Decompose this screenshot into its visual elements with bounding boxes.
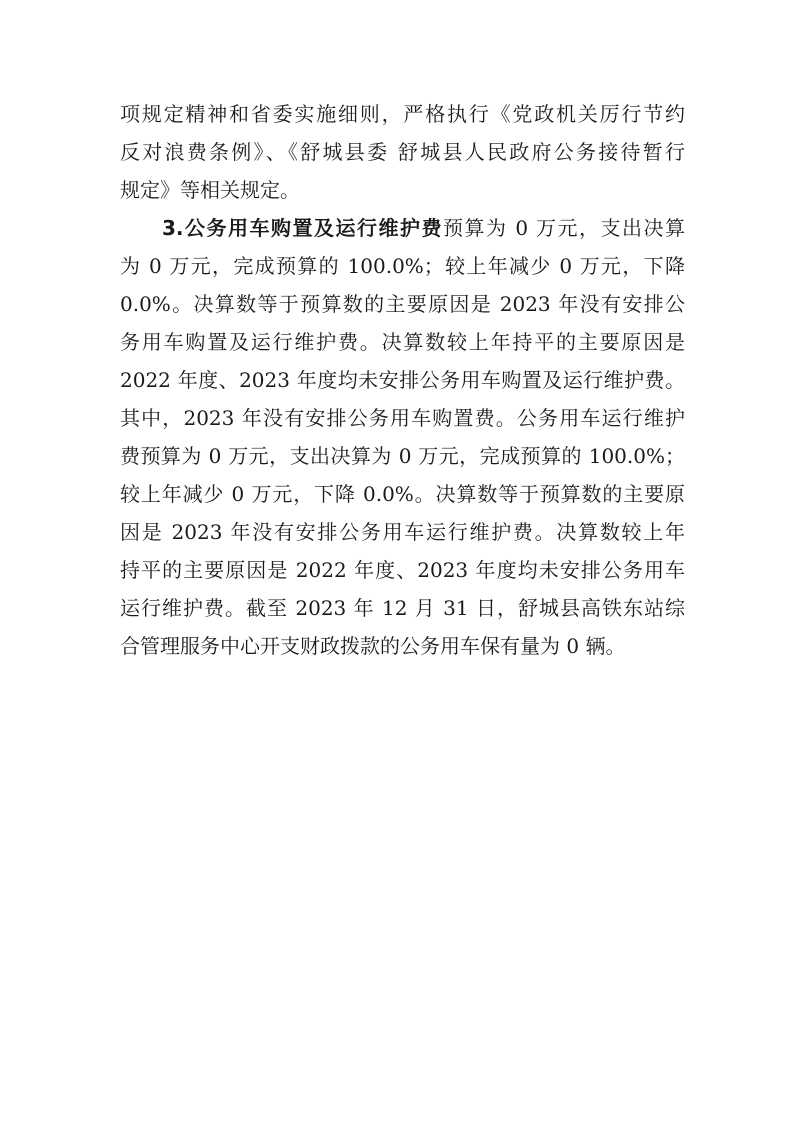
text-line: 运行维护费。截至 2023 年 12 月 31 日，舒城县高铁东站综 — [120, 596, 685, 620]
text-line: 因是 2023 年没有安排公务用车运行维护费。决算数较上年 — [120, 520, 685, 544]
text-line: 为 0 万元，完成预算的 100.0%；较上年减少 0 万元，下降 — [120, 254, 685, 278]
paragraph-vehicle-expenses — [120, 209, 685, 665]
text-line: 其中，2023 年没有安排公务用车购置费。公务用车运行维护 — [120, 406, 685, 430]
text-line: 费预算为 0 万元，支出决算为 0 万元，完成预算的 100.0%； — [120, 444, 685, 468]
text-span: 预算为 0 万元，支出决算 — [443, 216, 685, 240]
text-line: 务用车购置及运行维护费。决算数较上年持平的主要原因是 — [120, 330, 685, 354]
body-text — [120, 95, 685, 665]
text-line: 规定》等相关规定。 — [120, 178, 300, 202]
text-line: 反对浪费条例》、《舒城县委 舒城县人民政府公务接待暂行 — [120, 140, 685, 164]
text-line: 2022 年度、2023 年度均未安排公务用车购置及运行维护费。 — [120, 368, 685, 392]
text-line: 项规定精神和省委实施细则，严格执行《党政机关厉行节约 — [120, 102, 685, 126]
text-line: 合管理服务中心开支财政拨款的公务用车保有量为 0 辆。 — [120, 634, 626, 658]
text-line: 较上年减少 0 万元，下降 0.0%。决算数等于预算数的主要原 — [120, 482, 685, 506]
text-line: 持平的主要原因是 2022 年度、2023 年度均未安排公务用车 — [120, 558, 685, 582]
paragraph-reception-rules — [120, 95, 685, 209]
text-line: 0.0%。决算数等于预算数的主要原因是 2023 年没有安排公 — [120, 292, 685, 316]
text-line — [120, 209, 685, 247]
section-heading: 3.公务用车购置及运行维护费 — [162, 216, 444, 240]
